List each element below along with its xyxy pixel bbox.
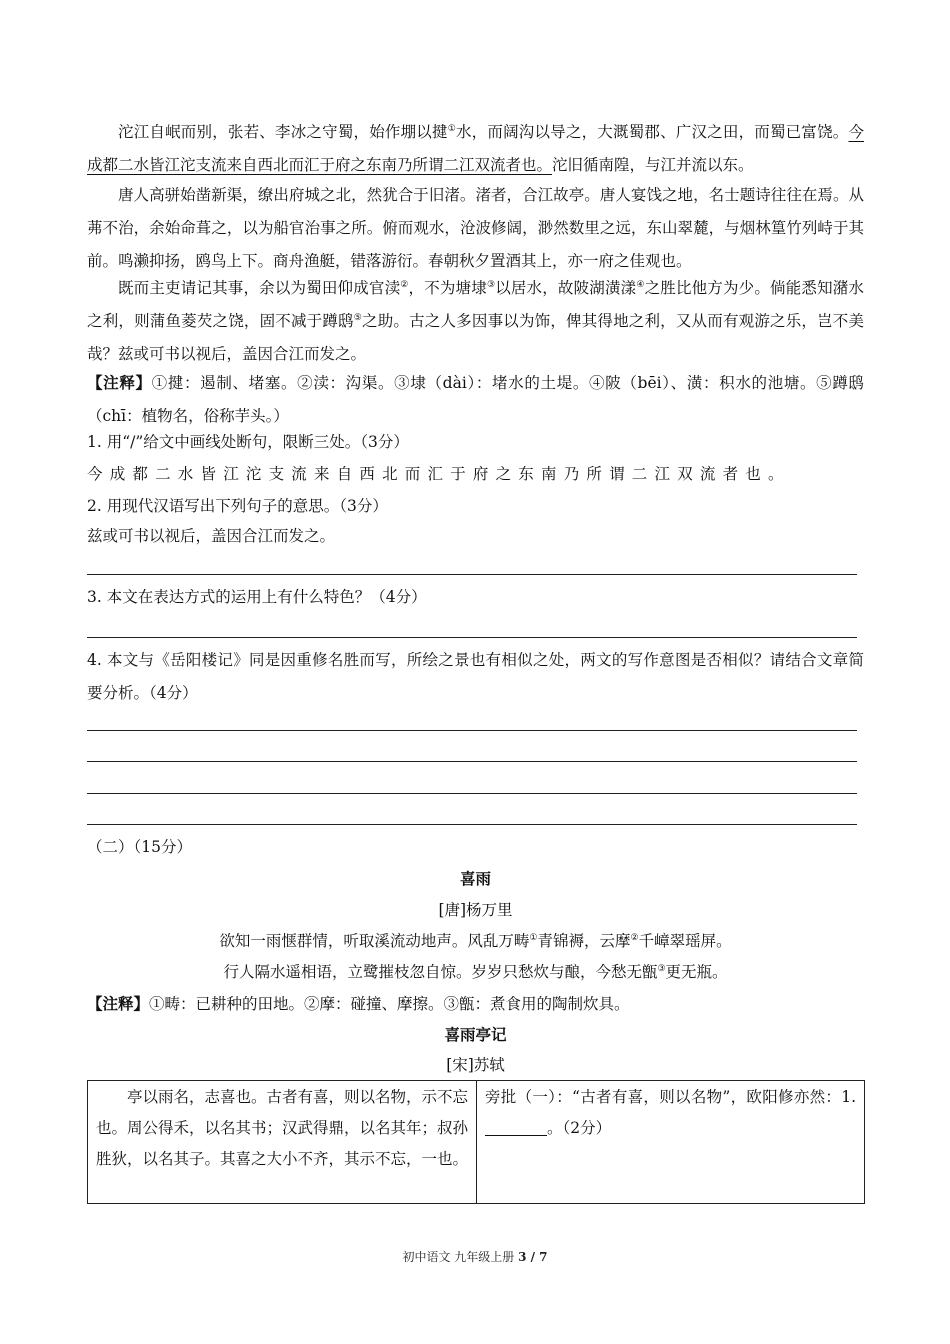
question-1: 1. 用“/”给文中画线处断句，限断三处。（3分） <box>87 433 409 451</box>
note-text: ①揵：遏制、堵塞。②渎：沟渠。③埭（dài）：堵水的土堤。④陂（bēi）、潢：积水的池塘。⑤蹲鸱（chī：植物名，俗称芋头。） <box>87 374 864 425</box>
passage-text: 之助。古之人多因事以为饰，俾其得地之利，又从而有观游之乐，岂不美哉？兹或可书以视后，盖因合江而发之。 <box>87 312 864 363</box>
question-2-text: 兹或可书以视后，盖因合江而发之。 <box>87 527 336 545</box>
table-row <box>88 1081 865 1204</box>
passage-text: 沱江自岷而别，张若、李冰之守蜀，始作堋以揵 <box>118 123 448 141</box>
annotation-text <box>485 1081 856 1144</box>
poem-text: 青锦褥，云摩 <box>537 932 631 950</box>
passage-text: 沱旧循南隍，与江并流以东。 <box>552 156 754 174</box>
page-number: 3 / 7 <box>518 1250 548 1264</box>
essay-text-cell <box>88 1081 477 1204</box>
question-1-text: 今成都二水皆江沱支流来自西北而汇于府之东南乃所谓二江双流者也。 <box>87 465 791 483</box>
footnote-marker: ③ <box>657 964 666 974</box>
annotation-cell <box>477 1081 865 1204</box>
passage-paragraph-3 <box>87 272 864 371</box>
footnote-marker: ③ <box>486 280 496 290</box>
poem-author: [唐]杨万里 <box>438 901 513 919</box>
footnote-marker: ① <box>529 933 538 943</box>
poem-text: 欲知一雨惬群情，听取溪流动地声。风乱万畴 <box>219 932 530 950</box>
page-footer <box>0 1248 950 1265</box>
passage-text: 水，而阔沟以导之，大溉蜀郡、广汉之田，而蜀已富饶。 <box>455 123 849 141</box>
answer-line[interactable] <box>87 730 857 731</box>
poem-text: 行人隔水遥相语，立鹭摧枝忽自惊。岁岁只愁炊与酿，今愁无甑 <box>223 963 658 981</box>
answer-line[interactable] <box>87 824 857 825</box>
footnote-marker: ① <box>447 124 456 134</box>
poem-line-2 <box>87 956 864 989</box>
passage-text: ，不为塘埭 <box>408 279 487 297</box>
underlined-sentence: 今成都二水皆江沱支流来自西北而汇于府之东南乃所谓二江双流者也。 <box>87 123 864 174</box>
footnote-marker: ② <box>630 933 639 943</box>
note-label: 【注释】 <box>87 373 152 392</box>
question-2: 2. 用现代汉语写出下列句子的意思。（3分） <box>87 497 388 515</box>
answer-line[interactable] <box>87 574 857 575</box>
answer-line[interactable] <box>87 793 857 794</box>
answer-line[interactable] <box>87 761 857 762</box>
fill-in-blank[interactable] <box>485 1121 547 1136</box>
question-3: 3. 本文在表达方式的运用上有什么特色？（4分） <box>87 588 427 606</box>
answer-line[interactable] <box>87 637 857 638</box>
passage-paragraph-1 <box>87 116 864 182</box>
essay-author: [宋]苏轼 <box>446 1056 505 1074</box>
annotation-prompt: 旁批（一）：“古者有喜，则以名物”，欧阳修亦然：1. <box>485 1088 856 1106</box>
footer-text: 初中语文 九年级上册 <box>402 1250 519 1264</box>
note-text: ①畴：已耕种的田地。②摩：碰撞、摩擦。③甑：煮食用的陶制炊具。 <box>149 995 630 1013</box>
passage-text: 既而主吏请记其事，余以为蜀田仰成官渎 <box>118 279 401 297</box>
poem-text: 更无瓶。 <box>665 963 728 981</box>
question-4: 4. 本文与《岳阳楼记》同是因重修名胜而写，所绘之景也有相似之处，两文的写作意图是否相似？请结合文章简要分析。（4分） <box>87 651 864 702</box>
footnote-marker: ② <box>400 280 409 290</box>
essay-annotation-table <box>87 1080 865 1204</box>
passage-paragraph-2: 唐人高骈始凿新渠，缭出府城之北，然犹合于旧渚。渚者，合江故亭。唐人宴饯之地，名士题诗往往在焉。从茀不治，余始命葺之，以为船官治事之所。俯而观水，沧波修阔，渺然数里之远，东山翠麓，与烟林篁竹列峙于其前。鸣濑抑扬，鸥鸟上下。商舟渔艇，错落游衍。春朝秋夕置酒其上，亦一府之佳观也。 <box>87 186 864 270</box>
passage-notes <box>87 366 864 433</box>
passage-text: 以居水，故陂湖潢漾 <box>495 279 637 297</box>
essay-title: 喜雨亭记 <box>444 1025 507 1044</box>
footnote-marker: ⑤ <box>353 313 363 323</box>
poem-text: 千嶂翠瑶屏。 <box>638 932 732 950</box>
poem-notes <box>87 987 630 1021</box>
footnote-marker: ④ <box>636 280 645 290</box>
section-2-heading: （二）（15分） <box>87 838 192 856</box>
note-label: 【注释】 <box>87 994 150 1013</box>
poem-title: 喜雨 <box>459 869 491 888</box>
poem-line-1 <box>87 925 864 958</box>
essay-text: 亭以雨名，志喜也。古者有喜，则以名物，示不忘也。周公得禾，以名其书；汉武得鼎，以名其年；叔孙胜狄，以名其子。其喜之大小不齐，其示不忘，一也。 <box>96 1088 469 1168</box>
annotation-score: 。（2分） <box>547 1119 612 1137</box>
passage-text: 之胜比他方为少。倘能悉知潴水之利，则蒲鱼菱芡之饶，固不减于蹲鸱 <box>87 279 864 330</box>
